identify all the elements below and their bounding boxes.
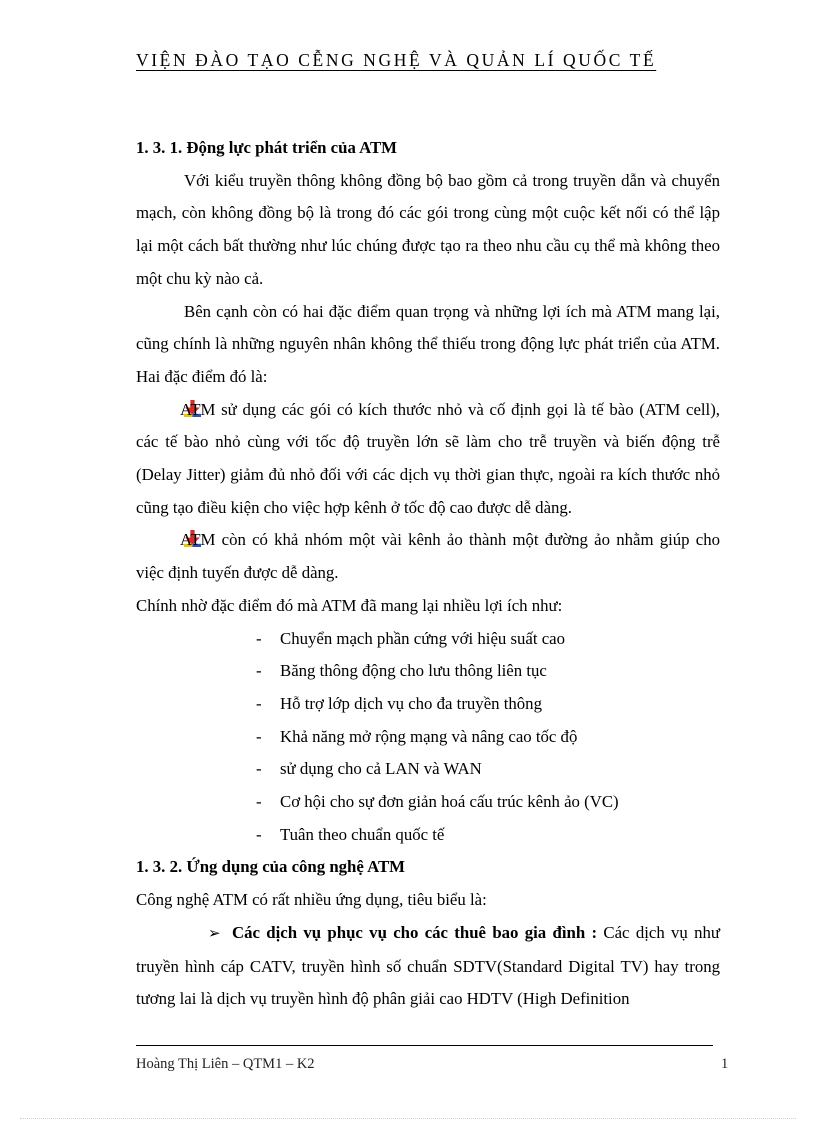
dash-bullet: - xyxy=(256,824,262,844)
dash-bullet: - xyxy=(256,792,262,812)
service-title: Các dịch vụ phục vụ cho các thuê bao gia đình : xyxy=(232,922,598,942)
document-body xyxy=(136,132,720,1016)
list-item: - Khả năng mở rộng mạng và nâng cao tốc độ xyxy=(256,721,720,754)
page-header-title: VIỆN ĐÀO TẠO CỄNG NGHỆ VÀ QUẢN LÍ QUỐC TẾ xyxy=(136,50,657,70)
feature-text-1: ATM sử dụng các gói có kích thước nhỏ và cố định gọi là tế bào (ATM cell), các tế bào nhỏ cùng với tốc độ truyền lớn sẽ làm cho trễ truyền và biến động trễ (Delay Jitter) giảm đủ nhỏ đối với các dịch vụ thời gian thực, ngoài ra kích thước nhỏ cũng tạo điều kiện cho việc hợp kênh ở tốc độ cao được dễ dàng. xyxy=(136,399,720,517)
list-item: - Chuyển mạch phần cứng với hiệu suất cao xyxy=(256,623,720,656)
list-item: - Hỗ trợ lớp dịch vụ cho đa truyền thông xyxy=(256,688,720,721)
page-edge-divider xyxy=(20,1118,796,1119)
applications-intro: Công nghệ ATM có rất nhiều ứng dụng, tiêu biểu là: xyxy=(136,890,487,910)
footer-author: Hoàng Thị Liên – QTM1 – K2 xyxy=(136,1056,315,1072)
list-item: - Tuân theo chuẩn quốc tế xyxy=(256,819,720,852)
list-item: - Băng thông động cho lưu thông liên tục xyxy=(256,655,720,688)
feature-item-1 xyxy=(136,394,720,525)
paragraph-2: Bên cạnh còn có hai đặc điểm quan trọng và những lợi ích mà ATM mang lại, cũng chính là những nguyên nhân không thể thiếu trong động lực phát triển của ATM. Hai đặc điểm đó là: xyxy=(136,301,720,386)
dash-bullet: - xyxy=(256,726,262,746)
arrow-bullet-icon xyxy=(160,524,180,557)
dash-bullet: - xyxy=(256,661,262,681)
section-heading-1-3-1: 1. 3. 1. Động lực phát triển của ATM xyxy=(136,138,398,157)
feature-item-2 xyxy=(136,524,720,589)
dash-bullet: - xyxy=(256,759,262,779)
dash-bullet: - xyxy=(256,693,262,713)
dash-bullet: - xyxy=(256,628,262,648)
section-heading-1-3-2: 1. 3. 2. Ứng dụng của công nghệ ATM xyxy=(136,857,406,877)
arrow-bullet-icon: ➢ xyxy=(208,925,221,942)
arrow-bullet-icon xyxy=(160,394,180,427)
paragraph-1: Với kiểu truyền thông không đồng bộ bao gồm cả trong truyền dẫn và chuyển mạch, còn không đồng bộ là trong đó các gói trong cùng một cuộc kết nối có thể lập lại một cách bất thường như lúc chúng được tạo ra theo nhu cầu cụ thể mà không theo một chu kỳ nào cả. xyxy=(136,170,720,288)
footer-divider xyxy=(136,1045,713,1046)
benefits-list xyxy=(136,623,720,852)
service-description: Các dịch vụ như truyền hình cáp CATV, truyền hình số chuẩn SDTV(Standard Digital TV) hay trong tương lai là dịch vụ truyền hình độ phân giải cao HDTV (High Definition xyxy=(136,922,721,1009)
benefits-intro: Chính nhờ đặc điểm đó mà ATM đã mang lại nhiều lợi ích như: xyxy=(136,595,563,615)
service-item-home-subscribers xyxy=(136,917,720,1016)
feature-text-2: ATM còn có khả nhóm một vài kênh ảo thành một đường ảo nhằm giúp cho việc định tuyến được dễ dàng. xyxy=(136,530,720,583)
list-item: - sử dụng cho cả LAN và WAN xyxy=(256,753,720,786)
page-number: 1 xyxy=(721,1056,729,1072)
list-item: - Cơ hội cho sự đơn giản hoá cấu trúc kênh ảo (VC) xyxy=(256,786,720,819)
